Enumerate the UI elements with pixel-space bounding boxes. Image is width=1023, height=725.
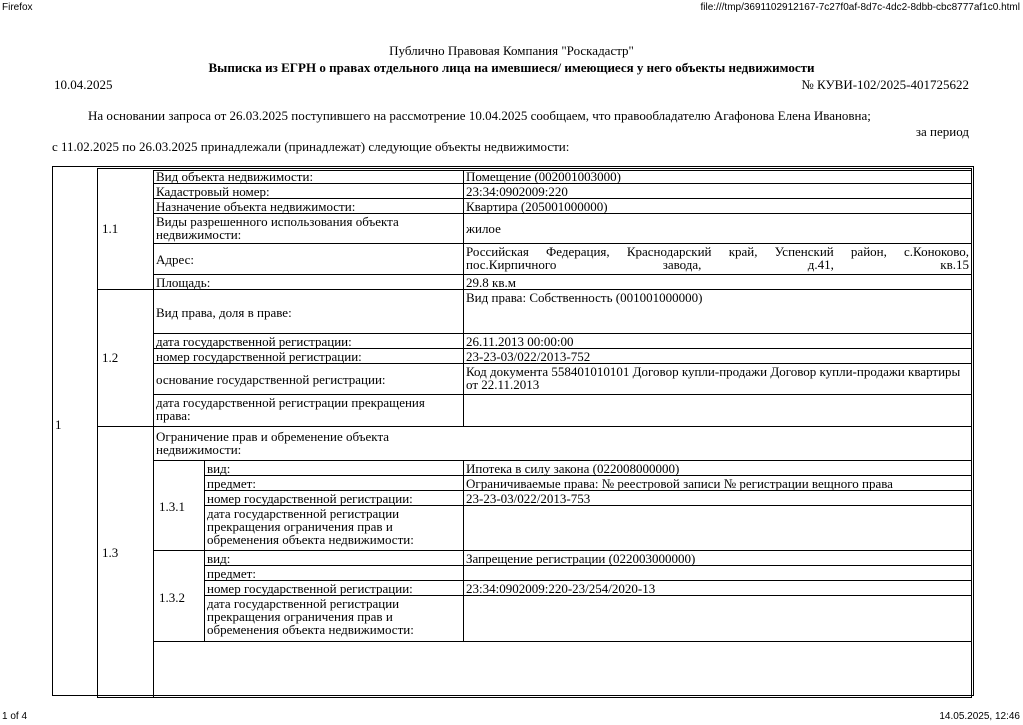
field-label: дата государственной регистрации прекращения ограничения прав и обременения объекта недвижимости:	[207, 506, 414, 547]
intro-text-line2: за период	[915, 124, 969, 139]
field-value: 23-23-03/022/2013-752	[466, 349, 591, 364]
document-date: 10.04.2025	[54, 77, 113, 92]
restrictions-label: Ограничение прав и обременение объекта недвижимости:	[156, 429, 390, 457]
print-datetime: 14.05.2025, 12:46	[939, 711, 1020, 722]
field-label: номер государственной регистрации:	[207, 581, 413, 596]
field-value: Вид права: Собственность (001001000000)	[466, 290, 703, 305]
field-label: дата государственной регистрации прекращения ограничения прав и обременения объекта недвижимости:	[207, 596, 414, 637]
field-label: Адрес:	[156, 252, 194, 267]
field-value: Ограничиваемые права: № реестровой записи № регистрации вещного права	[466, 476, 893, 491]
field-value: Запрещение регистрации (022003000000)	[466, 551, 696, 566]
field-label: Виды разрешенного использования объекта недвижимости:	[156, 214, 399, 242]
field-label: Вид права, доля в праве:	[156, 305, 292, 320]
field-value: 23:34:0902009:220	[466, 184, 568, 199]
field-value: Ипотека в силу закона (022008000000)	[466, 461, 680, 476]
field-value: Квартира (205001000000)	[466, 199, 608, 214]
page-counter: 1 of 4	[2, 711, 28, 722]
field-value: Помещение (002001003000)	[466, 169, 622, 184]
field-value: 23:34:0902009:220-23/254/2020-13	[466, 581, 656, 596]
section-number-1-1: 1.1	[102, 221, 119, 236]
field-label: Вид объекта недвижимости:	[156, 169, 314, 184]
field-label: Площадь:	[156, 275, 211, 290]
section-number-1-2: 1.2	[102, 350, 119, 365]
field-value: 29.8 кв.м	[466, 275, 516, 290]
field-value: Код документа 558401010101 Договор купли-продажи Договор купли-продажи квартиры от 22.11.2013	[466, 364, 961, 392]
field-label: предмет:	[207, 566, 256, 581]
field-label: Назначение объекта недвижимости:	[156, 199, 356, 214]
intro-text-line1: На основании запроса от 26.03.2025 поступившего на рассмотрение 10.04.2025 сообщаем, что правообладателю Агафонова Елена Ивановна;	[88, 108, 871, 123]
field-value: жилое	[466, 221, 501, 236]
field-label: Кадастровый номер:	[156, 184, 270, 199]
document-number: № КУВИ-102/2025-401725622	[801, 77, 969, 92]
intro-text-line3: с 11.02.2025 по 26.03.2025 принадлежали (принадлежат) следующие объекты недвижимости:	[52, 139, 570, 154]
field-value: Российская Федерация, Краснодарский край, Успенский район, с.Коноково, пос.Кирпичного завода, д.41, кв.15	[466, 244, 969, 272]
field-value: 26.11.2013 00:00:00	[466, 334, 574, 349]
field-label: дата государственной регистрации:	[156, 334, 352, 349]
field-label: предмет:	[207, 476, 256, 491]
browser-app-name: Firefox	[2, 2, 33, 13]
section-number-1-3: 1.3	[102, 545, 119, 560]
company-name: Публично Правовая Компания "Роскадастр"	[389, 43, 634, 58]
field-label: вид:	[207, 551, 231, 566]
field-label: основание государственной регистрации:	[156, 372, 386, 387]
document-title: Выписка из ЕГРН о правах отдельного лица на имевшиеся/ имеющиеся у него объекты недвижимости	[208, 60, 815, 75]
subsection-number-1-3-1: 1.3.1	[159, 499, 185, 514]
subsection-number-1-3-2: 1.3.2	[159, 590, 185, 605]
field-label: дата государственной регистрации прекращения права:	[156, 395, 425, 423]
field-value: 23-23-03/022/2013-753	[466, 491, 591, 506]
field-label: вид:	[207, 461, 231, 476]
row-number: 1	[55, 417, 62, 432]
page-url: file:///tmp/3691102912167-7c27f0af-8d7c-4dc2-8dbb-cbc8777af1c0.html	[700, 2, 1020, 13]
field-label: номер государственной регистрации:	[156, 349, 362, 364]
field-label: номер государственной регистрации:	[207, 491, 413, 506]
